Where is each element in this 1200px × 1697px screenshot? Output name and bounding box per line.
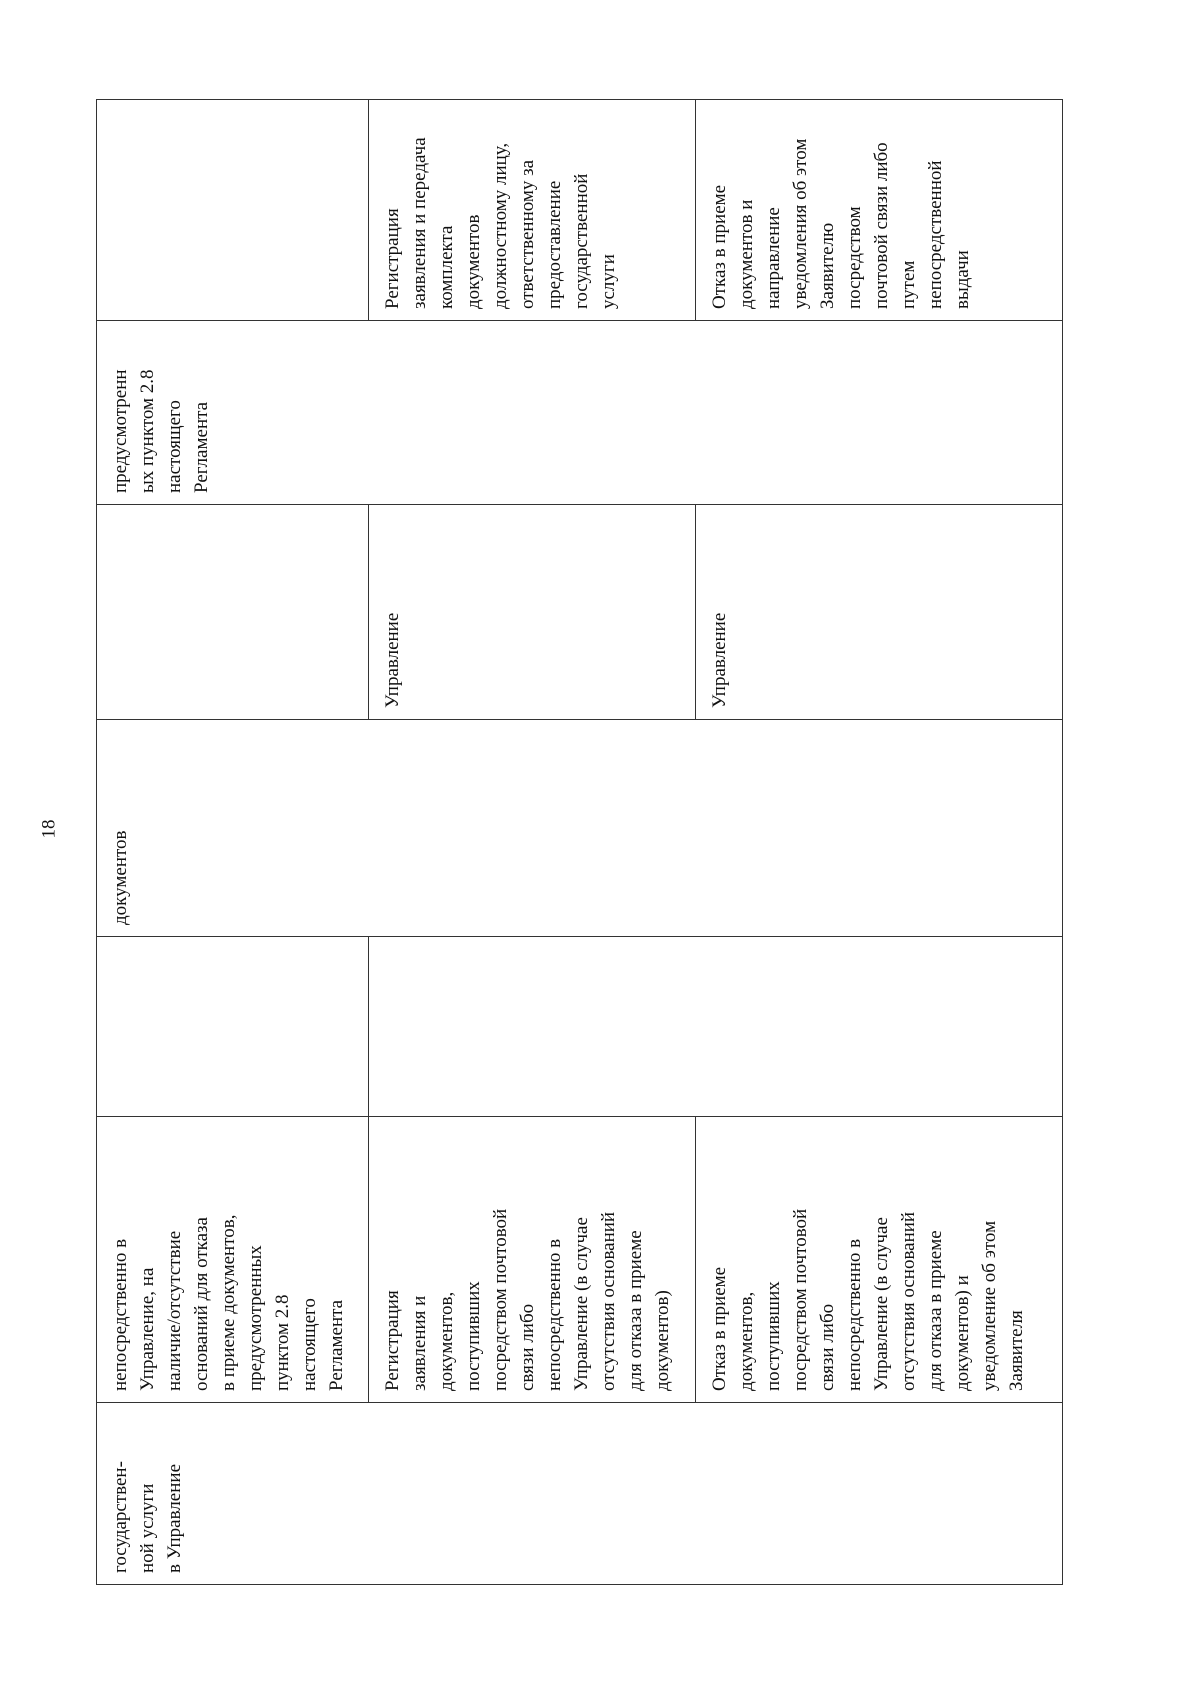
cell-text: непосредственно в Управление, на наличие/отсутствие оснований для отказа в приеме документов, предусмотренных пунктом 2.8 настоящего Регламента xyxy=(110,1214,347,1391)
cell-text: государствен- ной услуги в Управление xyxy=(110,1461,185,1573)
cell-text: документов xyxy=(110,830,131,925)
table-cell-grounds-reference xyxy=(97,321,1063,505)
table-cell-documents xyxy=(97,720,1063,937)
table-cell-registration-action xyxy=(369,1117,696,1403)
table-cell-empty xyxy=(97,505,369,720)
cell-text: Управление xyxy=(709,612,730,708)
cell-text: Отказ в приеме документов, поступивших посредством почтовой связи либо непосредственно в Управление (в случае отсутствия оснований для отказа в приеме документов) и уведомление об этом Заявителя xyxy=(709,1208,1027,1391)
table-cell-empty xyxy=(97,100,369,321)
table-cell-empty xyxy=(97,937,369,1117)
table-cell-service-scope xyxy=(97,1403,1063,1585)
table-cell-refusal-result xyxy=(696,100,1063,321)
table-cell-responsible-department xyxy=(696,505,1063,720)
cell-text: предусмотренн ых пунктом 2.8 настоящего Регламента xyxy=(110,369,212,493)
procedure-table-container xyxy=(96,100,1062,1585)
table-cell-empty xyxy=(369,937,1063,1117)
cell-text: Регистрация заявления и документов, поступивших посредством почтовой связи либо непосредственно в Управление (в случае отсутствия оснований для отказа в приеме документов) xyxy=(382,1208,673,1391)
cell-text: Управление xyxy=(382,612,403,708)
cell-text: Регистрация заявления и передача комплекта документов должностному лицу, ответственному за предоставление государственной услуги xyxy=(382,137,619,309)
page-number: 18 xyxy=(38,819,60,839)
table-cell-registration-result xyxy=(369,100,696,321)
table-cell-refusal-action xyxy=(696,1117,1063,1403)
table-row xyxy=(97,100,369,1585)
procedure-table xyxy=(96,99,1063,1585)
table-cell-responsible-department xyxy=(369,505,696,720)
cell-text: Отказ в приеме документов и направление уведомления об этом Заявителю посредством почтовой связи либо путем непосредственной выдачи xyxy=(709,138,973,309)
table-cell-check-grounds xyxy=(97,1117,369,1403)
